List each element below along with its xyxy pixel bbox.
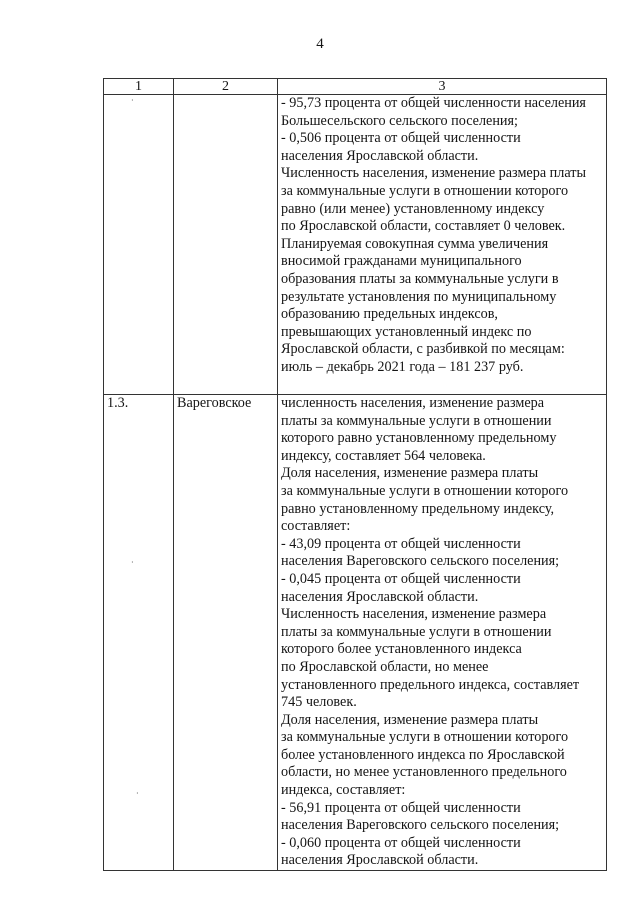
text-line: 745 человек. xyxy=(281,694,357,711)
text-line: Большесельского сельского поселения; xyxy=(281,112,518,129)
text-line: населения Ярославской области. xyxy=(281,147,479,164)
row-description xyxy=(278,395,607,871)
text-line: которого равно установленному предельному xyxy=(281,430,557,447)
text-line: - 0,045 процента от общей численности xyxy=(281,570,521,587)
text-line: за коммунальные услуги в отношении которого xyxy=(281,482,569,499)
text-line: превышающих установленный индекс по xyxy=(281,323,532,340)
text-line: численность населения, изменение размера xyxy=(281,395,545,411)
text-line: по Ярославской области, но менее xyxy=(281,658,489,675)
table-row xyxy=(104,395,607,871)
text-line: образования платы за коммунальные услуги в xyxy=(281,270,559,287)
text-line: платы за коммунальные услуги в отношении xyxy=(281,412,552,429)
settlement-name: Вареговское xyxy=(174,395,278,871)
scan-speck: · xyxy=(131,558,134,567)
column-header-2: 2 xyxy=(174,79,278,95)
text-line: - 43,09 процента от общей численности xyxy=(281,535,521,552)
text-line: за коммунальные услуги в отношении которого xyxy=(281,729,569,746)
text-line: установленного предельного индекса, составляет xyxy=(281,676,580,693)
column-header-1: 1 xyxy=(104,79,174,95)
text-line: Планируемая совокупная сумма увеличения xyxy=(281,235,549,252)
column-header-3: 3 xyxy=(278,79,607,95)
row-description xyxy=(278,95,607,395)
text-line: за коммунальные услуги в отношении которого xyxy=(281,182,569,199)
text-line: области, но менее установленного предельного xyxy=(281,764,567,781)
text-line: - 0,506 процента от общей численности xyxy=(281,130,521,147)
text-line: более установленного индекса по Ярославской xyxy=(281,746,565,763)
text-line: Доля населения, изменение размера платы xyxy=(281,711,539,728)
text-line: результате установления по муниципальному xyxy=(281,288,557,305)
text-line: равно установленному предельному индексу, xyxy=(281,500,555,517)
text-line: населения Вареговского сельского поселения; xyxy=(281,553,560,570)
text-line: Ярославской области, с разбивкой по месяцам: xyxy=(281,341,565,358)
scan-speck: · xyxy=(136,789,139,798)
table-header-row xyxy=(104,79,607,95)
text-line: - 0,060 процента от общей численности xyxy=(281,834,521,851)
table-row xyxy=(104,95,607,395)
text-line: платы за коммунальные услуги в отношении xyxy=(281,623,552,640)
text-line: вносимой гражданами муниципального xyxy=(281,253,522,270)
row-number: 1.3. xyxy=(104,395,174,871)
text-line: - 56,91 процента от общей численности xyxy=(281,799,521,816)
text-line: индексу, составляет 564 человека. xyxy=(281,447,486,464)
text-line: Численность населения, изменение размера xyxy=(281,606,547,623)
page-number: 4 xyxy=(316,36,324,52)
text-line: населения Вареговского сельского поселения; xyxy=(281,817,560,834)
settlement-name xyxy=(174,95,278,395)
text-line: образованию предельных индексов, xyxy=(281,306,498,323)
text-line: июль – декабрь 2021 года – 181 237 руб. xyxy=(281,358,524,375)
text-line: индекса, составляет: xyxy=(281,782,406,799)
scan-speck: · xyxy=(131,96,134,105)
text-line: по Ярославской области, составляет 0 человек. xyxy=(281,218,566,235)
text-line: населения Ярославской области. xyxy=(281,588,479,605)
text-line: Численность населения, изменение размера платы xyxy=(281,165,587,182)
text-line: которого более установленного индекса xyxy=(281,641,522,658)
document-table xyxy=(103,78,607,871)
text-line: Доля населения, изменение размера платы xyxy=(281,465,539,482)
row-number xyxy=(104,95,174,395)
text-line: составляет: xyxy=(281,518,351,535)
text-line: равно (или менее) установленному индексу xyxy=(281,200,545,217)
text-line: населения Ярославской области. xyxy=(281,852,479,869)
text-line: - 95,73 процента от общей численности населения xyxy=(281,95,586,111)
